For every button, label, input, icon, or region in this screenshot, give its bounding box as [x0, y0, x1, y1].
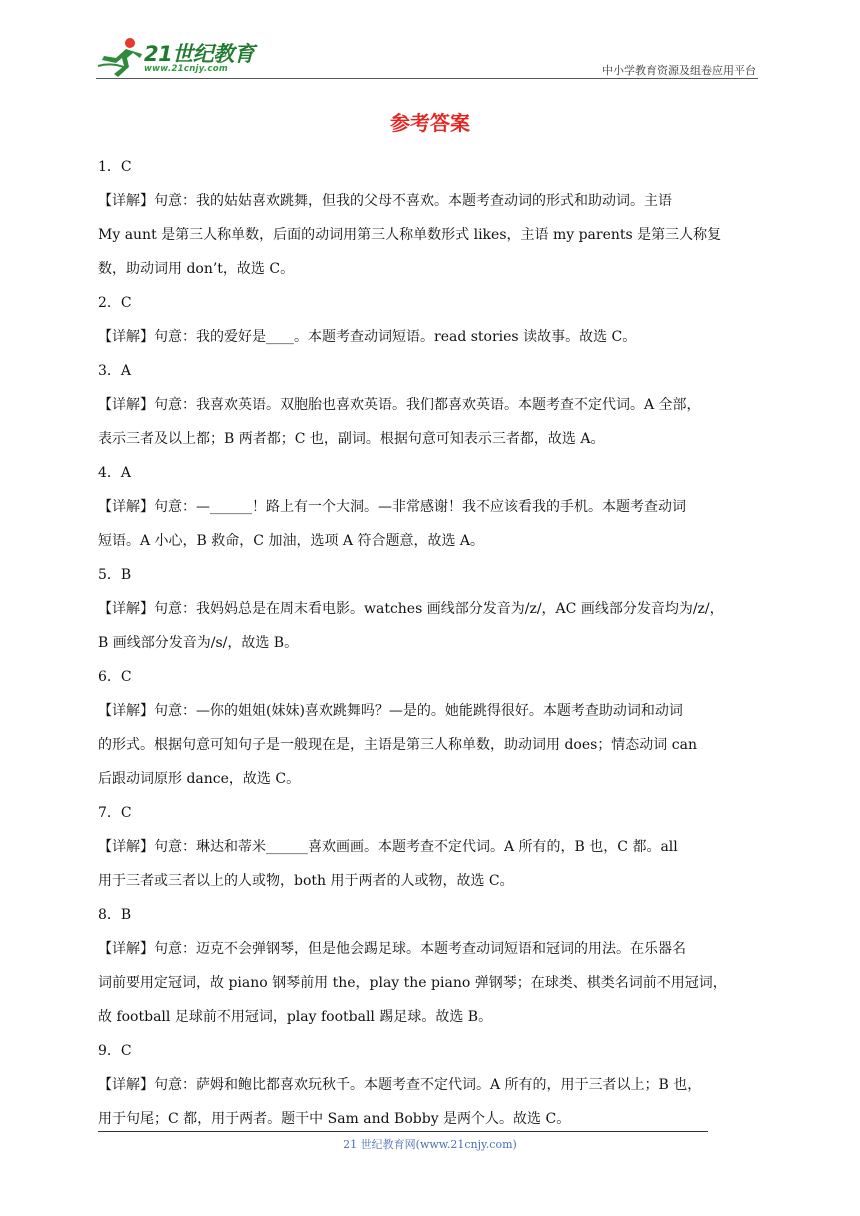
- answer-number: 4．A: [98, 465, 132, 481]
- answer-explanation-line: 【详解】句意：我妈妈总是在周末看电影。watches 画线部分发音为/z/，AC 画线部分发音均为/z/，: [98, 601, 724, 617]
- answer-explanation-line: 【详解】句意：迈克不会弹钢琴，但是他会踢足球。本题考查动词短语和冠词的用法。在乐器名: [98, 941, 686, 957]
- header-divider: [96, 78, 758, 79]
- page-title: 参考答案: [390, 111, 470, 135]
- answer-explanation-line: 词前要用定冠词，故 piano 钢琴前用 the，play the piano 弹钢琴；在球类、棋类名词前不用冠词，: [98, 975, 727, 991]
- answer-item: [98, 796, 764, 898]
- page-footer: 21 世纪教育网(www.21cnjy.com): [343, 1138, 517, 1151]
- answer-item: [98, 1034, 764, 1136]
- answer-explanation-line: 【详解】句意：我喜欢英语。双胞胎也喜欢英语。我们都喜欢英语。本题考查不定代词。A 全部，: [98, 397, 701, 413]
- answer-explanation-line: 【详解】句意：琳达和蒂米______喜欢画画。本题考查不定代词。A 所有的，B 也，C 都。all: [98, 839, 678, 855]
- answer-explanation-line: 故 football 足球前不用冠词，play football 踢足球。故选 B。: [98, 1009, 493, 1025]
- answer-number: 8．B: [98, 907, 132, 923]
- answer-explanation-line: 【详解】句意：我的爱好是____。本题考查动词短语。read stories 读故事。故选 C。: [98, 329, 637, 345]
- answer-explanation-line: 用于句尾；C 都，用于两者。题干中 Sam and Bobby 是两个人。故选 C。: [98, 1111, 571, 1127]
- answer-item: [98, 286, 764, 354]
- answer-number: 7．C: [98, 805, 132, 821]
- answer-explanation-line: 数，助动词用 don’t，故选 C。: [98, 261, 295, 277]
- answer-item: [98, 456, 764, 558]
- page-header: [96, 36, 758, 78]
- runner-logo-icon: [96, 36, 144, 78]
- answer-explanation-line: B 画线部分发音为/s/，故选 B。: [98, 635, 299, 651]
- footer-divider: [98, 1131, 708, 1132]
- answer-number: 2．C: [98, 295, 132, 311]
- answer-explanation-line: 【详解】句意：我的姑姑喜欢跳舞，但我的父母不喜欢。本题考查动词的形式和助动词。主语: [98, 193, 672, 209]
- answer-item: [98, 660, 764, 796]
- answer-explanation-line: 表示三者及以上都；B 两者都；C 也，副词。根据句意可知表示三者都，故选 A。: [98, 431, 605, 447]
- answer-number: 5．B: [98, 567, 132, 583]
- answer-number: 9．C: [98, 1043, 132, 1059]
- answer-explanation-line: 【详解】句意：萨姆和鲍比都喜欢玩秋千。本题考查不定代词。A 所有的，用于三者以上；B 也，: [98, 1077, 702, 1093]
- answer-number: 6．C: [98, 669, 132, 685]
- answer-item: [98, 898, 764, 1034]
- answer-explanation-line: 后跟动词原形 dance，故选 C。: [98, 771, 301, 787]
- answer-explanation-line: 【详解】句意：—______！路上有一个大洞。—非常感谢！我不应该看我的手机。本题考查动词: [98, 499, 686, 515]
- answer-explanation-line: My aunt 是第三人称单数，后面的动词用第三人称单数形式 likes，主语 my parents 是第三人称复: [98, 227, 722, 243]
- answer-explanation-line: 【详解】句意：—你的姐姐(妹妹)喜欢跳舞吗？—是的。她能跳得很好。本题考查助动词和动词: [98, 703, 683, 719]
- answer-number: 1．C: [98, 159, 132, 175]
- logo-url: www.21cnjy.com: [144, 64, 228, 74]
- site-logo: [96, 36, 266, 78]
- answer-number: 3．A: [98, 363, 132, 379]
- answer-item: [98, 150, 764, 286]
- answer-explanation-line: 的形式。根据句意可知句子是一般现在是，主语是第三人称单数，助动词用 does；情态动词 can: [98, 737, 697, 753]
- answer-item: [98, 558, 764, 660]
- platform-name: 中小学教育资源及组卷应用平台: [602, 64, 756, 77]
- answer-list: [98, 150, 764, 1136]
- answer-explanation-line: 短语。A 小心，B 救命，C 加油，选项 A 符合题意，故选 A。: [98, 533, 485, 549]
- answer-explanation-line: 用于三者或三者以上的人或物，both 用于两者的人或物，故选 C。: [98, 873, 514, 889]
- logo-title: 21世纪教育: [144, 42, 255, 66]
- answer-item: [98, 354, 764, 456]
